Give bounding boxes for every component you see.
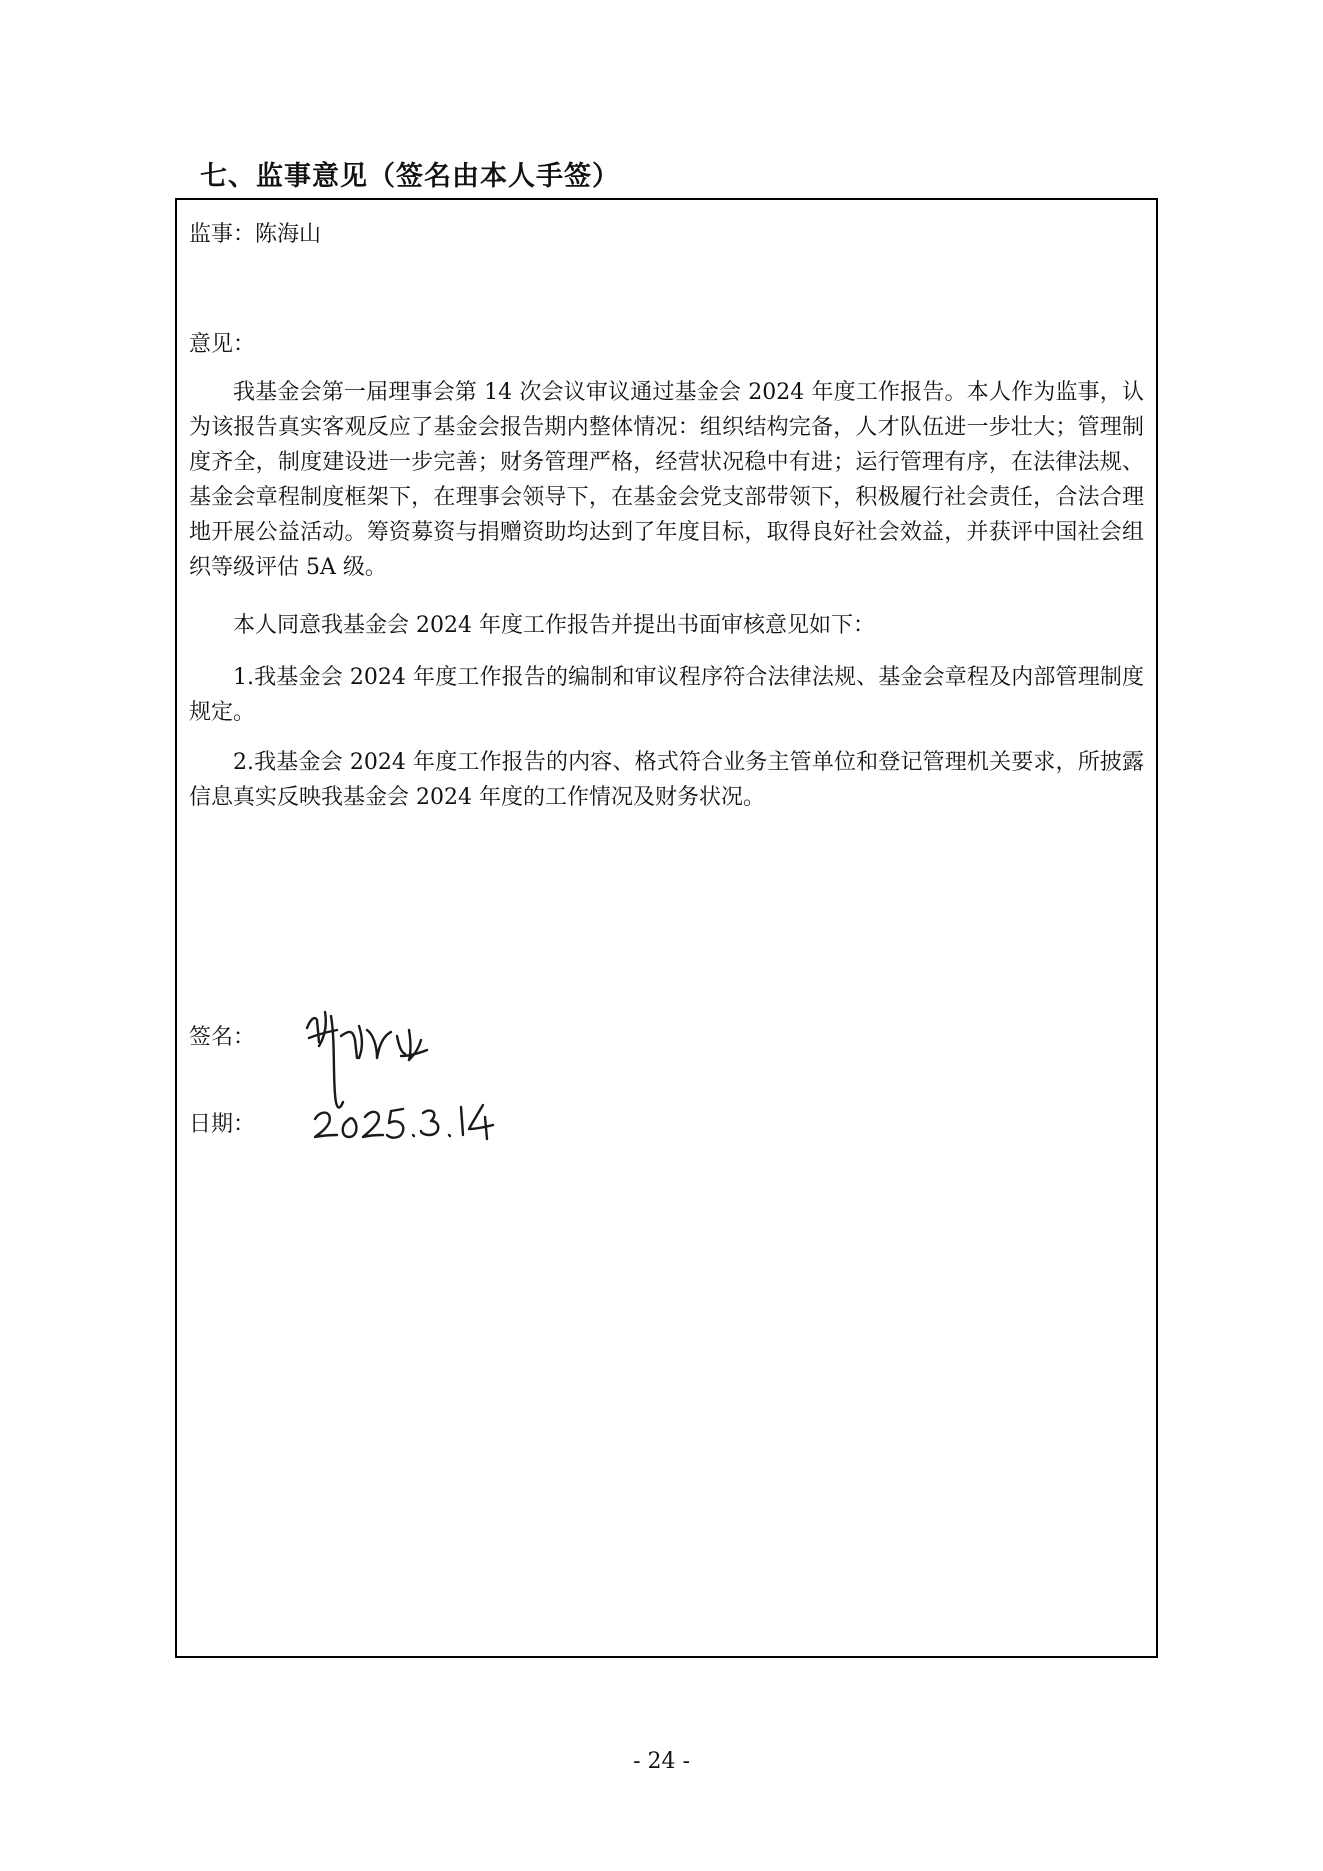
date-label: 日期： [189, 1112, 256, 1137]
opinion-form-box [175, 198, 1158, 1658]
opinion-paragraph: 1.我基金会 2024 年度工作报告的编制和审议程序符合法律法规、基金会章程及内部管理制度规定。 [189, 665, 1144, 725]
section-title: 七、监事意见（签名由本人手签） [200, 161, 620, 192]
opinion-paragraph: 我基金会第一届理事会第 14 次会议审议通过基金会 2024 年度工作报告。本人作为监事，认为该报告真实客观反应了基金会报告期内整体情况：组织结构完备，人才队伍进一步壮大；管理制度齐全，制度建设进一步完善；财务管理严格，经营状况稳中有进；运行管理有序，在法律法规、基金会章程制度框架下，在理事会领导下，在基金会党支部带领下，积极履行社会责任，合法合理地开展公益活动。筹资募资与捐赠资助均达到了年度目标，取得良好社会效益，并获评中国社会组织等级评估 5A 级。 [189, 380, 1144, 580]
handwritten-date [307, 1095, 497, 1145]
opinion-paragraph: 本人同意我基金会 2024 年度工作报告并提出书面审核意见如下： [233, 613, 875, 638]
supervisor-line: 监事：陈海山 [189, 222, 322, 247]
opinion-label: 意见： [189, 332, 256, 357]
page-number: - 24 - [633, 1749, 690, 1774]
signature-label: 签名： [189, 1025, 256, 1050]
opinion-paragraph: 2.我基金会 2024 年度工作报告的内容、格式符合业务主管单位和登记管理机关要求，所披露信息真实反映我基金会 2024 年度的工作情况及财务状况。 [189, 750, 1144, 810]
